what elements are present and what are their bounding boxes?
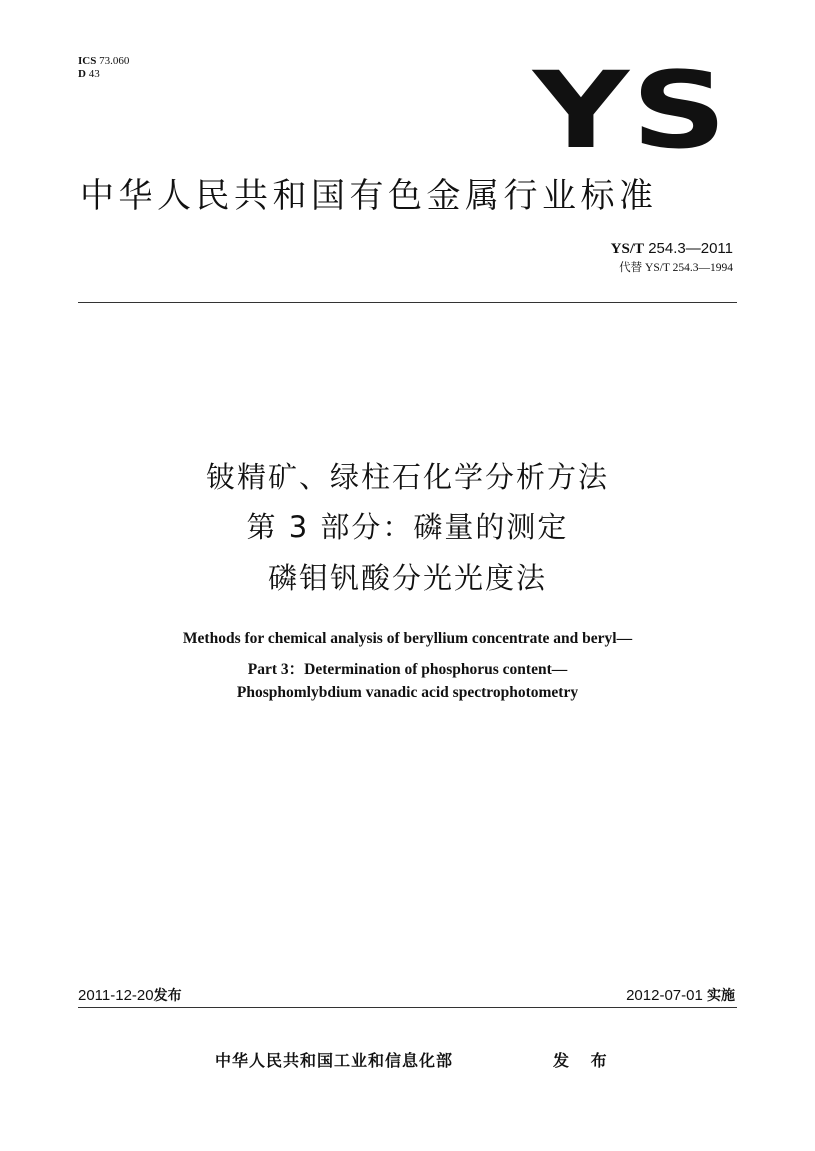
title-cn-line-1: 铍精矿、绿柱石化学分析方法: [205, 460, 609, 494]
issue-label: 发布: [153, 988, 182, 1004]
ics-line: [78, 55, 129, 68]
ccs-line: [78, 68, 129, 81]
standard-number-value: 254.3—2011: [648, 240, 733, 257]
implement-label: 实施: [707, 988, 735, 1004]
title-cn-line-2: 第 3 部分：磷量的测定: [246, 510, 569, 544]
ics-label: ICS: [78, 55, 97, 67]
title-en-line-3: Phosphomlybdium vanadic acid spectrophotometry: [236, 684, 579, 701]
issue-date: [78, 985, 182, 1005]
title-en-line-1: Methods for chemical analysis of beryllium concentrate and beryl—: [182, 630, 633, 647]
standard-number: [611, 240, 733, 258]
ys-logo: YS: [533, 49, 730, 172]
top-divider: [78, 302, 737, 303]
implementation-date: [626, 985, 735, 1005]
replaces-standard: 代替 YS/T 254.3—1994: [619, 262, 733, 274]
ccs-label: D: [78, 68, 86, 80]
organization-title: 中华人民共和国有色金属行业标准: [80, 176, 658, 216]
standard-code-prefix: YS/T: [610, 241, 645, 257]
title-en-line-2: Part 3：Determination of phosphorus content—: [247, 661, 568, 678]
implement-date-value: 2012-07-01: [626, 987, 703, 1004]
title-cn-line-3: 磷钼钒酸分光光度法: [267, 561, 547, 595]
ics-code: 73.060: [99, 55, 130, 67]
issuer-name: 中华人民共和国工业和信息化部: [215, 1051, 454, 1070]
issuer-action: 发 布: [553, 1051, 615, 1070]
bottom-divider: [78, 1007, 737, 1008]
ccs-code: 43: [88, 68, 100, 80]
issue-date-value: 2011-12-20: [78, 987, 154, 1004]
classification-codes: [78, 55, 129, 81]
